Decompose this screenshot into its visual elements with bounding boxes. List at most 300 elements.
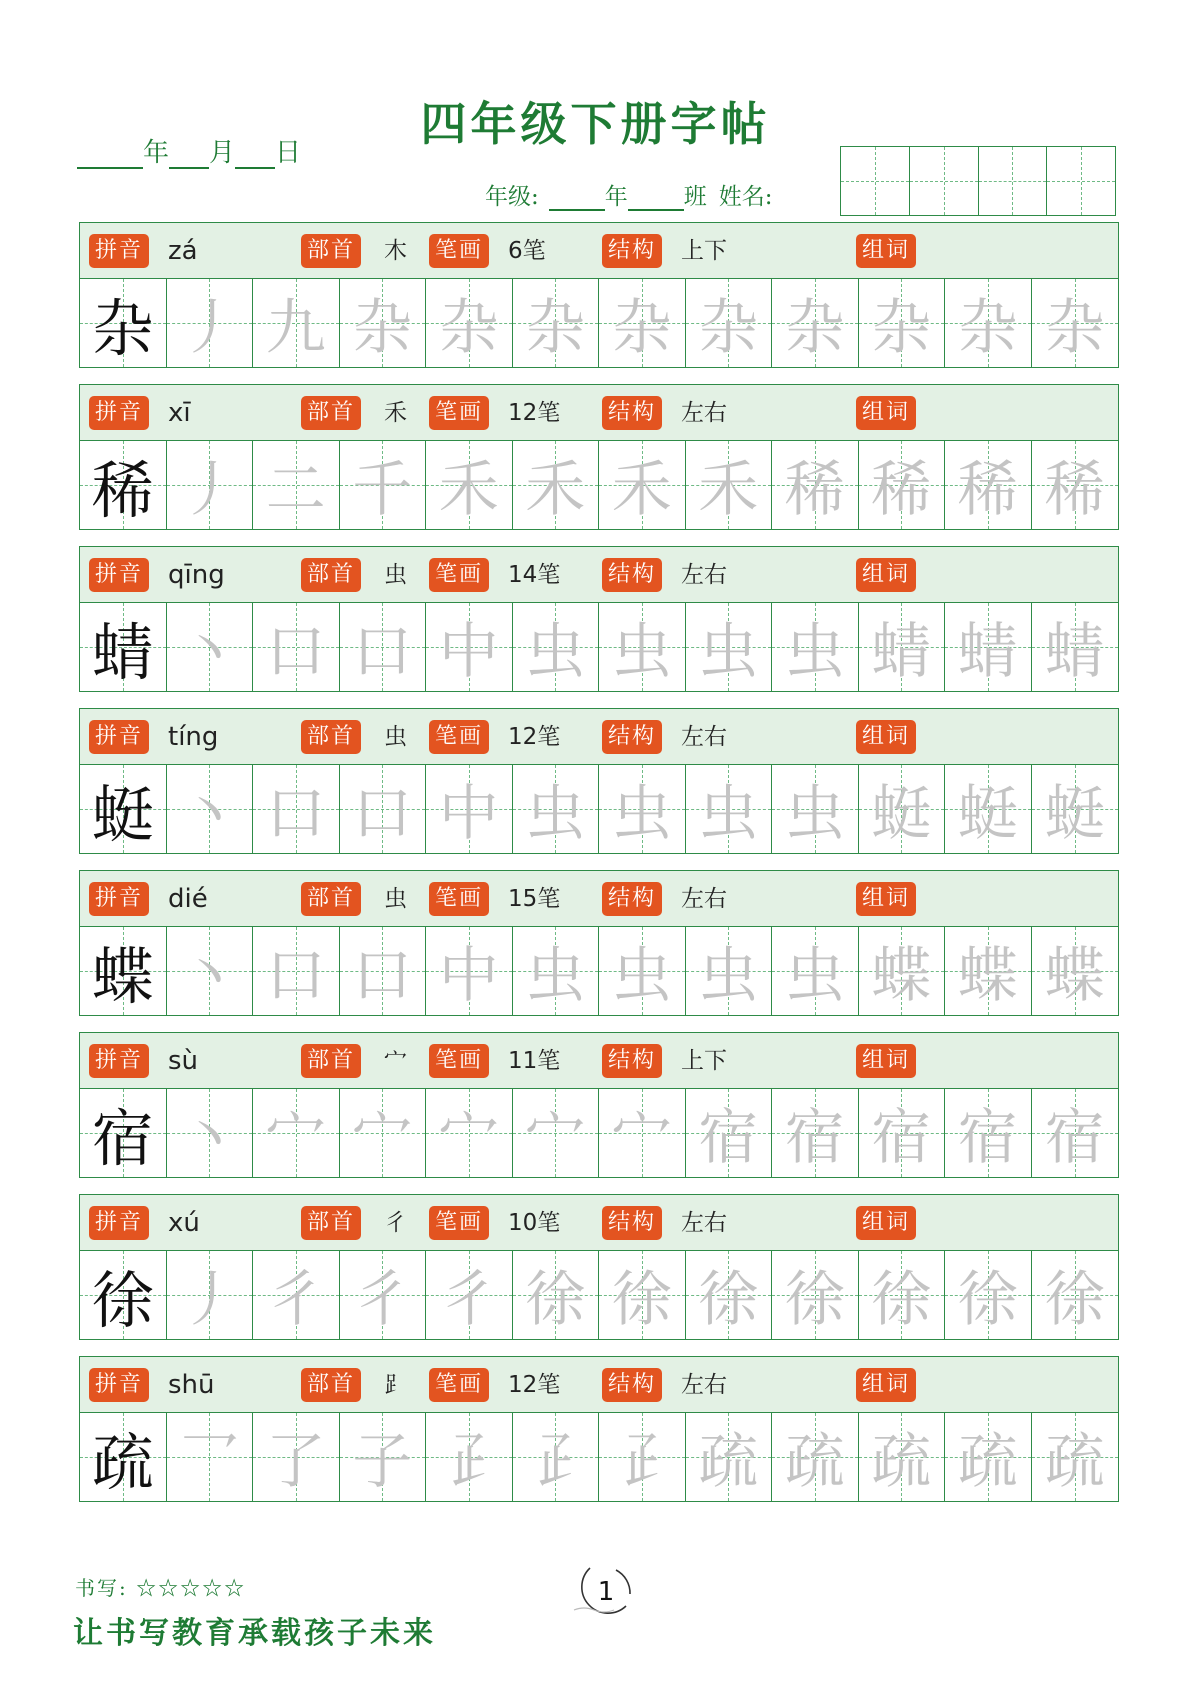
pinyin-tag: 拼音	[89, 1368, 149, 1402]
pinyin-tag: 拼音	[89, 234, 149, 268]
pinyin-value: xī	[168, 398, 191, 428]
class-suffix: 班	[683, 184, 707, 210]
words-input[interactable]	[940, 881, 1110, 917]
words-tag: 组词	[856, 558, 916, 592]
model-character: 蝶	[91, 939, 154, 1013]
trace-character: 虫	[611, 617, 672, 687]
trace-cell[interactable]	[1032, 765, 1119, 853]
trace-character: 徐	[525, 1265, 586, 1335]
trace-cell[interactable]	[513, 279, 600, 367]
character-info-bar	[80, 871, 1118, 927]
words-input[interactable]	[940, 395, 1110, 431]
trace-character: 彳	[352, 1265, 413, 1335]
trace-character: 徐	[957, 1265, 1018, 1335]
radical-tag: 部首	[301, 234, 361, 268]
trace-character: 杂	[784, 293, 845, 363]
strokes-tag: 笔画	[429, 1368, 489, 1402]
writing-grid	[80, 1413, 1118, 1501]
trace-cell[interactable]	[945, 1413, 1032, 1501]
pinyin-tag: 拼音	[89, 1206, 149, 1240]
structure-tag: 结构	[602, 1368, 662, 1402]
trace-character: 蝶	[1044, 941, 1105, 1011]
trace-cell[interactable]	[513, 765, 600, 853]
model-cell	[80, 765, 167, 853]
trace-character: 徐	[784, 1265, 845, 1335]
trace-cell[interactable]	[686, 441, 773, 529]
trace-character: 九	[265, 293, 326, 363]
words-input[interactable]	[940, 1043, 1110, 1079]
words-input[interactable]	[940, 719, 1110, 755]
strokes-tag: 笔画	[429, 558, 489, 592]
radical-tag: 部首	[301, 396, 361, 430]
trace-cell[interactable]	[859, 603, 946, 691]
trace-character: 虫	[784, 617, 845, 687]
trace-cell[interactable]	[426, 279, 513, 367]
trace-character: 宀	[438, 1103, 499, 1173]
strokes-tag: 笔画	[429, 1044, 489, 1078]
radical-value: ⻊	[384, 1372, 407, 1398]
trace-cell[interactable]	[772, 1413, 859, 1501]
trace-character: 𤴔	[438, 1427, 499, 1497]
strokes-value: 15笔	[508, 886, 561, 912]
trace-character: 禾	[438, 455, 499, 525]
slogan: 让书写教育承载孩子未来	[73, 1616, 436, 1651]
trace-cell[interactable]	[945, 1089, 1032, 1177]
trace-cell[interactable]	[686, 927, 773, 1015]
trace-character: 中	[438, 941, 499, 1011]
trace-cell[interactable]	[859, 1251, 946, 1339]
trace-character: 宿	[957, 1103, 1018, 1173]
page-number-text: 1	[597, 1577, 615, 1607]
trace-character: 杂	[525, 293, 586, 363]
structure-tag: 结构	[602, 1206, 662, 1240]
model-cell	[80, 1413, 167, 1501]
structure-tag: 结构	[602, 234, 662, 268]
trace-cell[interactable]	[686, 1089, 773, 1177]
trace-cell[interactable]	[1032, 1413, 1119, 1501]
trace-cell[interactable]	[513, 927, 600, 1015]
trace-cell[interactable]	[426, 1251, 513, 1339]
trace-cell[interactable]	[167, 441, 254, 529]
character-block	[79, 546, 1119, 692]
trace-cell[interactable]	[253, 1413, 340, 1501]
character-block	[79, 1356, 1119, 1502]
trace-cell[interactable]	[945, 279, 1032, 367]
trace-cell[interactable]	[426, 927, 513, 1015]
structure-tag: 结构	[602, 720, 662, 754]
radical-tag: 部首	[301, 1368, 361, 1402]
grade-year-suffix: 年	[604, 184, 628, 210]
writing-grid	[80, 765, 1118, 853]
trace-character: 蜓	[871, 779, 932, 849]
pinyin-value: tíng	[168, 722, 219, 752]
trace-character: 杂	[957, 293, 1018, 363]
trace-cell[interactable]	[1032, 441, 1119, 529]
trace-character: 杂	[871, 293, 932, 363]
trace-character: 蜻	[957, 617, 1018, 687]
strokes-value: 11笔	[508, 1048, 561, 1074]
trace-character: 丶	[179, 617, 240, 687]
trace-cell[interactable]	[426, 1089, 513, 1177]
trace-cell[interactable]	[513, 1413, 600, 1501]
pinyin-tag: 拼音	[89, 396, 149, 430]
strokes-tag: 笔画	[429, 1206, 489, 1240]
trace-character: 宿	[1044, 1103, 1105, 1173]
model-cell	[80, 279, 167, 367]
trace-character: 疏	[784, 1427, 845, 1497]
class-blank[interactable]	[628, 185, 684, 211]
trace-character: 虫	[611, 941, 672, 1011]
structure-tag: 结构	[602, 396, 662, 430]
trace-character: 疏	[957, 1427, 1018, 1497]
name-cell[interactable]	[910, 147, 979, 215]
trace-character: 二	[265, 455, 326, 525]
trace-character: 蜓	[1044, 779, 1105, 849]
trace-cell[interactable]	[1032, 1089, 1119, 1177]
model-cell	[80, 441, 167, 529]
radical-value: 虫	[384, 562, 407, 588]
trace-cell[interactable]	[599, 765, 686, 853]
character-block	[79, 222, 1119, 368]
model-character: 杂	[91, 291, 154, 365]
trace-cell[interactable]	[859, 927, 946, 1015]
trace-character: 口	[352, 779, 413, 849]
strokes-tag: 笔画	[429, 720, 489, 754]
words-tag: 组词	[856, 1044, 916, 1078]
trace-character: 口	[265, 941, 326, 1011]
trace-cell[interactable]	[859, 1413, 946, 1501]
writing-grid	[80, 279, 1118, 367]
strokes-value: 10笔	[508, 1210, 561, 1236]
day-blank[interactable]	[235, 137, 275, 169]
radical-tag: 部首	[301, 882, 361, 916]
words-tag: 组词	[856, 882, 916, 916]
trace-character: 乛	[179, 1427, 240, 1497]
trace-cell[interactable]	[686, 603, 773, 691]
trace-character: 徐	[871, 1265, 932, 1335]
day-label: 日	[275, 138, 302, 168]
trace-character: 虫	[525, 941, 586, 1011]
strokes-value: 12笔	[508, 1372, 561, 1398]
radical-value: 木	[384, 238, 407, 264]
trace-cell[interactable]	[426, 765, 513, 853]
trace-character: 宿	[871, 1103, 932, 1173]
name-cell[interactable]	[1047, 147, 1115, 215]
pinyin-value: zá	[168, 236, 198, 266]
pinyin-value: sù	[168, 1046, 199, 1076]
words-input[interactable]	[940, 1367, 1110, 1403]
pinyin-value: qīng	[168, 560, 225, 590]
writing-grid	[80, 441, 1118, 529]
words-tag: 组词	[856, 1206, 916, 1240]
trace-cell[interactable]	[253, 927, 340, 1015]
trace-character: 丶	[179, 1103, 240, 1173]
trace-character: 杂	[438, 293, 499, 363]
trace-character: 虫	[525, 617, 586, 687]
name-cell[interactable]	[841, 147, 910, 215]
trace-cell[interactable]	[599, 1413, 686, 1501]
words-tag: 组词	[856, 1368, 916, 1402]
structure-value: 左右	[681, 886, 727, 912]
trace-cell[interactable]	[340, 1251, 427, 1339]
page-title: 四年级下册字帖	[420, 97, 771, 151]
trace-cell[interactable]	[599, 603, 686, 691]
trace-character: 杂	[1044, 293, 1105, 363]
trace-cell[interactable]	[859, 1089, 946, 1177]
trace-character: 稀	[957, 455, 1018, 525]
pinyin-value: shū	[168, 1370, 215, 1400]
trace-cell[interactable]	[167, 927, 254, 1015]
trace-cell[interactable]	[599, 927, 686, 1015]
trace-cell[interactable]	[167, 1251, 254, 1339]
trace-cell[interactable]	[253, 1251, 340, 1339]
trace-character: 虫	[698, 617, 759, 687]
month-blank[interactable]	[169, 137, 209, 169]
radical-value: 禾	[384, 400, 407, 426]
trace-cell[interactable]	[599, 441, 686, 529]
trace-cell[interactable]	[1032, 603, 1119, 691]
trace-character: 丿	[179, 1265, 240, 1335]
strokes-value: 6笔	[508, 238, 546, 264]
words-input[interactable]	[940, 233, 1110, 269]
trace-character: 疏	[1044, 1427, 1105, 1497]
trace-cell[interactable]	[167, 1089, 254, 1177]
words-input[interactable]	[940, 557, 1110, 593]
trace-cell[interactable]	[513, 603, 600, 691]
radical-tag: 部首	[301, 558, 361, 592]
strokes-value: 12笔	[508, 400, 561, 426]
practice-blocks	[79, 222, 1119, 1518]
character-block	[79, 1032, 1119, 1178]
trace-character: 徐	[611, 1265, 672, 1335]
trace-character: 宀	[265, 1103, 326, 1173]
model-cell	[80, 1089, 167, 1177]
pinyin-tag: 拼音	[89, 1044, 149, 1078]
trace-cell[interactable]	[426, 1413, 513, 1501]
trace-character: 𤴔	[611, 1427, 672, 1497]
model-character: 蜻	[91, 615, 154, 689]
pinyin-tag: 拼音	[89, 720, 149, 754]
name-grid[interactable]	[840, 146, 1116, 216]
pinyin-tag: 拼音	[89, 882, 149, 916]
trace-character: 口	[265, 779, 326, 849]
words-tag: 组词	[856, 396, 916, 430]
trace-cell[interactable]	[772, 1089, 859, 1177]
trace-character: 子	[352, 1427, 413, 1497]
trace-cell[interactable]	[772, 765, 859, 853]
writing-grid	[80, 1089, 1118, 1177]
trace-cell[interactable]	[340, 765, 427, 853]
rating-stars[interactable]: ☆☆☆☆☆	[136, 1576, 247, 1600]
trace-character: 宿	[698, 1103, 759, 1173]
trace-cell[interactable]	[772, 603, 859, 691]
trace-character: 徐	[698, 1265, 759, 1335]
trace-character: 杂	[352, 293, 413, 363]
trace-cell[interactable]	[772, 1251, 859, 1339]
structure-value: 左右	[681, 1372, 727, 1398]
trace-character: 稀	[1044, 455, 1105, 525]
trace-character: 宀	[525, 1103, 586, 1173]
model-cell	[80, 603, 167, 691]
trace-cell[interactable]	[772, 441, 859, 529]
trace-character: 彳	[265, 1265, 326, 1335]
trace-character: 虫	[784, 779, 845, 849]
writing-grid	[80, 927, 1118, 1015]
trace-cell[interactable]	[253, 603, 340, 691]
trace-cell[interactable]	[167, 603, 254, 691]
trace-cell[interactable]	[599, 1251, 686, 1339]
trace-cell[interactable]	[686, 1413, 773, 1501]
trace-cell[interactable]	[859, 279, 946, 367]
trace-character: 𤴔	[525, 1427, 586, 1497]
trace-cell[interactable]	[1032, 927, 1119, 1015]
grade-blank[interactable]	[549, 185, 605, 211]
trace-character: 彳	[438, 1265, 499, 1335]
structure-tag: 结构	[602, 882, 662, 916]
strokes-value: 14笔	[508, 562, 561, 588]
trace-cell[interactable]	[686, 279, 773, 367]
writing-grid	[80, 1251, 1118, 1339]
character-info-bar	[80, 223, 1118, 279]
trace-character: 宿	[784, 1103, 845, 1173]
character-block	[79, 708, 1119, 854]
trace-character: 虫	[611, 779, 672, 849]
radical-tag: 部首	[301, 1044, 361, 1078]
trace-character: 稀	[871, 455, 932, 525]
character-block	[79, 384, 1119, 530]
trace-cell[interactable]	[340, 1089, 427, 1177]
trace-character: 杂	[698, 293, 759, 363]
name-label: 姓名:	[718, 184, 773, 210]
trace-character: 禾	[698, 455, 759, 525]
trace-cell[interactable]	[859, 441, 946, 529]
trace-cell[interactable]	[167, 765, 254, 853]
trace-character: 疏	[871, 1427, 932, 1497]
trace-character: 徐	[1044, 1265, 1105, 1335]
character-info-bar	[80, 1195, 1118, 1251]
strokes-tag: 笔画	[429, 882, 489, 916]
trace-cell[interactable]	[513, 441, 600, 529]
trace-character: 虫	[784, 941, 845, 1011]
trace-character: 杂	[611, 293, 672, 363]
trace-cell[interactable]	[859, 765, 946, 853]
pinyin-value: xú	[168, 1208, 200, 1238]
model-character: 稀	[91, 453, 154, 527]
strokes-value: 12笔	[508, 724, 561, 750]
words-tag: 组词	[856, 720, 916, 754]
trace-cell[interactable]	[686, 1251, 773, 1339]
character-info-bar	[80, 385, 1118, 441]
model-cell	[80, 927, 167, 1015]
trace-cell[interactable]	[686, 765, 773, 853]
rating-label: 书写:	[75, 1576, 128, 1600]
trace-character: 口	[265, 617, 326, 687]
trace-character: 宀	[611, 1103, 672, 1173]
writing-grid	[80, 603, 1118, 691]
character-info-bar	[80, 547, 1118, 603]
trace-character: 千	[352, 455, 413, 525]
date-line	[77, 132, 301, 169]
trace-cell[interactable]	[426, 441, 513, 529]
trace-cell[interactable]	[340, 603, 427, 691]
trace-cell[interactable]	[599, 279, 686, 367]
trace-cell[interactable]	[513, 1251, 600, 1339]
trace-character: 疏	[698, 1427, 759, 1497]
page-number	[580, 1566, 632, 1618]
trace-cell[interactable]	[340, 927, 427, 1015]
model-character: 宿	[91, 1101, 154, 1175]
structure-tag: 结构	[602, 558, 662, 592]
radical-value: 彳	[384, 1210, 407, 1236]
words-tag: 组词	[856, 234, 916, 268]
trace-character: 虫	[698, 941, 759, 1011]
trace-character: 丶	[179, 779, 240, 849]
trace-character: 稀	[784, 455, 845, 525]
trace-cell[interactable]	[599, 1089, 686, 1177]
trace-cell[interactable]	[772, 279, 859, 367]
pinyin-tag: 拼音	[89, 558, 149, 592]
trace-cell[interactable]	[253, 441, 340, 529]
trace-cell[interactable]	[167, 1413, 254, 1501]
trace-cell[interactable]	[1032, 279, 1119, 367]
trace-cell[interactable]	[253, 279, 340, 367]
trace-character: 中	[438, 617, 499, 687]
trace-character: 丶	[179, 941, 240, 1011]
year-blank[interactable]	[77, 137, 143, 169]
trace-cell[interactable]	[945, 603, 1032, 691]
trace-cell[interactable]	[513, 1089, 600, 1177]
trace-character: 蜻	[871, 617, 932, 687]
trace-character: 中	[438, 779, 499, 849]
trace-character: 禾	[611, 455, 672, 525]
structure-value: 左右	[681, 562, 727, 588]
trace-character: 口	[352, 941, 413, 1011]
trace-cell[interactable]	[340, 441, 427, 529]
pinyin-value: dié	[168, 884, 208, 914]
radical-value: 虫	[384, 886, 407, 912]
trace-cell[interactable]	[772, 927, 859, 1015]
structure-value: 左右	[681, 1210, 727, 1236]
trace-cell[interactable]	[945, 765, 1032, 853]
trace-cell[interactable]	[253, 765, 340, 853]
trace-cell[interactable]	[1032, 1251, 1119, 1339]
trace-character: 蜻	[1044, 617, 1105, 687]
character-info-bar	[80, 709, 1118, 765]
trace-cell[interactable]	[340, 279, 427, 367]
trace-character: 蝶	[871, 941, 932, 1011]
character-block	[79, 1194, 1119, 1340]
model-character: 蜓	[91, 777, 154, 851]
trace-cell[interactable]	[167, 279, 254, 367]
trace-cell[interactable]	[426, 603, 513, 691]
radical-tag: 部首	[301, 1206, 361, 1240]
trace-character: 丿	[179, 455, 240, 525]
words-input[interactable]	[940, 1205, 1110, 1241]
strokes-tag: 笔画	[429, 234, 489, 268]
radical-value: 宀	[384, 1048, 407, 1074]
trace-cell[interactable]	[945, 927, 1032, 1015]
radical-value: 虫	[384, 724, 407, 750]
trace-cell[interactable]	[340, 1413, 427, 1501]
trace-character: 虫	[525, 779, 586, 849]
structure-value: 上下	[681, 238, 727, 264]
name-cell[interactable]	[979, 147, 1048, 215]
trace-cell[interactable]	[945, 441, 1032, 529]
trace-cell[interactable]	[253, 1089, 340, 1177]
radical-tag: 部首	[301, 720, 361, 754]
trace-cell[interactable]	[945, 1251, 1032, 1339]
trace-character: 宀	[352, 1103, 413, 1173]
